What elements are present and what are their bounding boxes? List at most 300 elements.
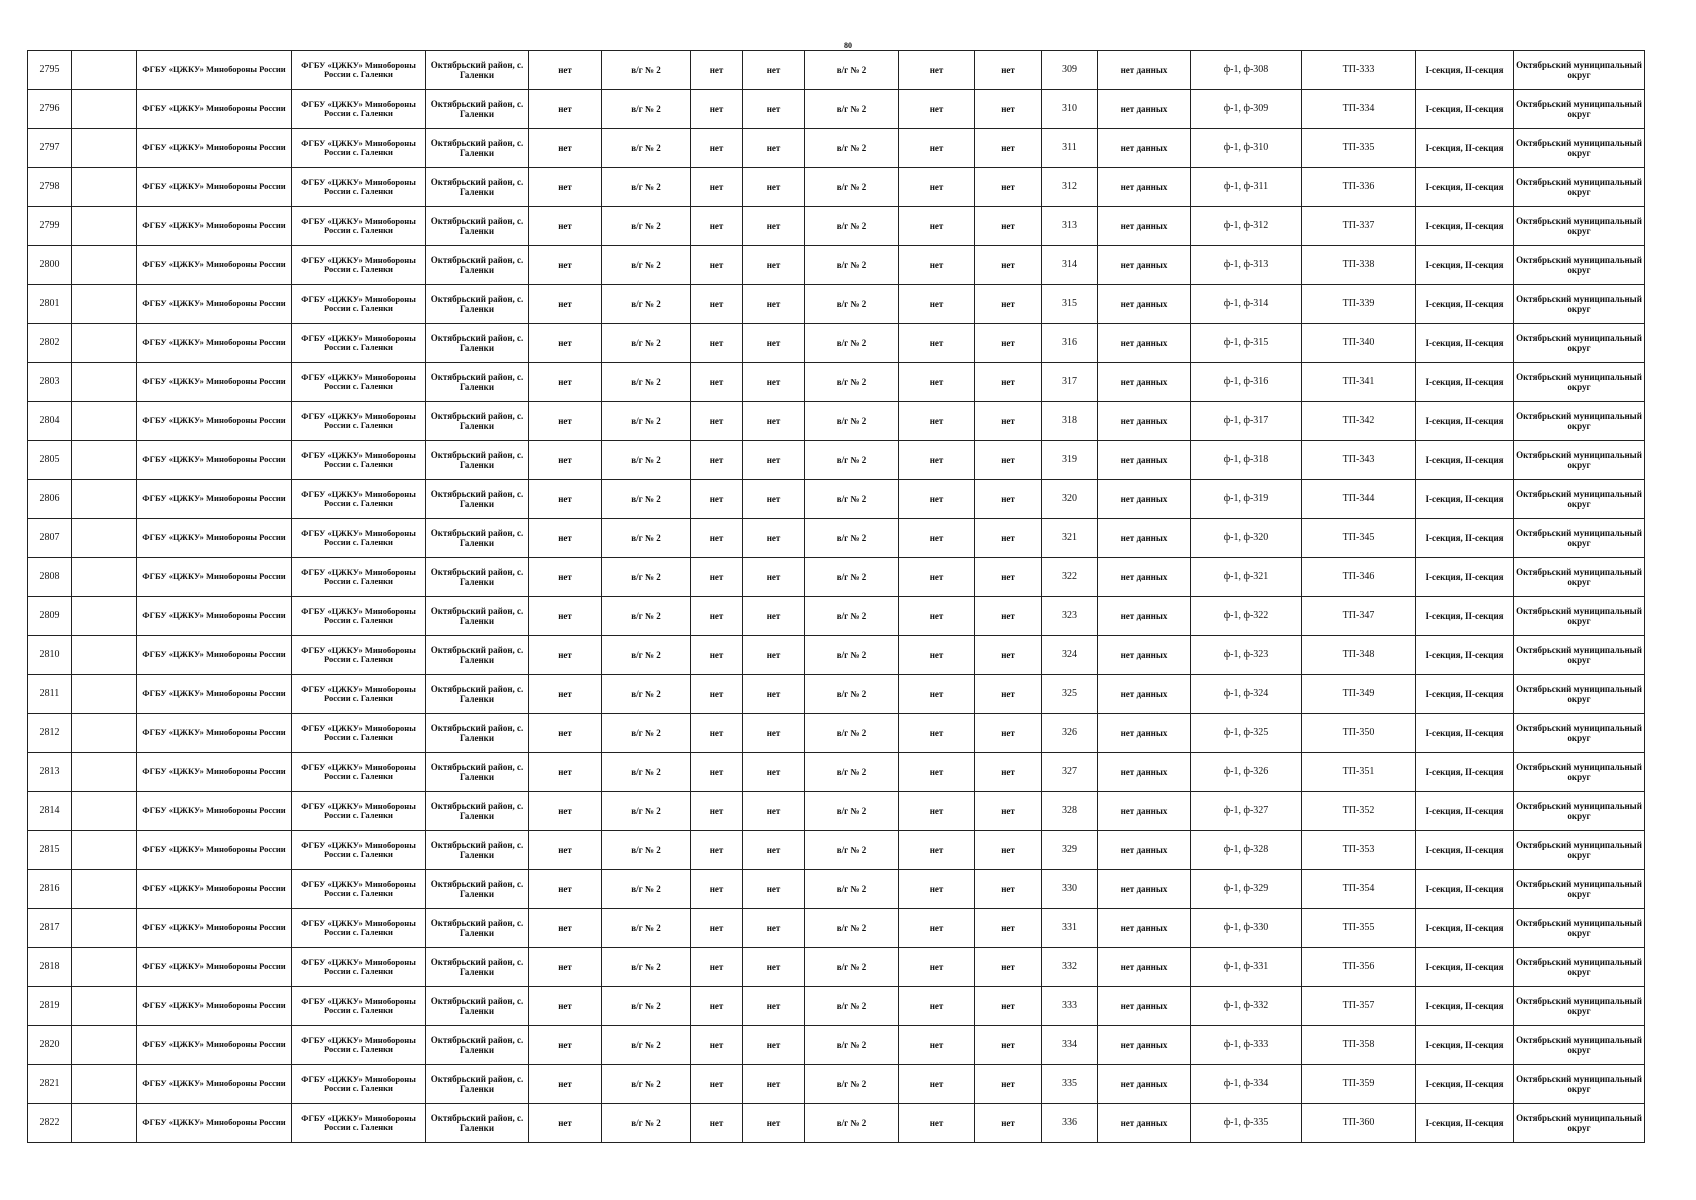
field-14-cell: ф-1, ф-334 [1191, 1065, 1302, 1104]
field-5-cell: нет [529, 792, 602, 831]
field-6-cell: в/г № 2 [602, 207, 691, 246]
field-15-cell: ТП-334 [1302, 90, 1416, 129]
field-5-cell: нет [529, 1104, 602, 1143]
field-16-cell: I-секция, II-секция [1416, 1026, 1514, 1065]
row-number-cell: 2797 [28, 129, 72, 168]
owner-cell: ФГБУ «ЦЖКУ» Минобороны России с. Галенки [292, 1104, 426, 1143]
field-16-cell: I-секция, II-секция [1416, 519, 1514, 558]
owner-cell: ФГБУ «ЦЖКУ» Минобороны России с. Галенки [292, 246, 426, 285]
field-5-cell: нет [529, 909, 602, 948]
field-13-cell: нет данных [1098, 324, 1191, 363]
field-17-cell: Октябрьский муниципальный округ [1514, 597, 1645, 636]
owner-cell: ФГБУ «ЦЖКУ» Минобороны России с. Галенки [292, 168, 426, 207]
field-16-cell: I-секция, II-секция [1416, 636, 1514, 675]
field-7-cell: нет [691, 519, 743, 558]
row-number-cell: 2820 [28, 1026, 72, 1065]
row-number-cell: 2799 [28, 207, 72, 246]
location-cell: Октябрьский район, с. Галенки [426, 480, 529, 519]
field-9-cell: в/г № 2 [805, 1104, 899, 1143]
field-7-cell: нет [691, 1065, 743, 1104]
location-cell: Октябрьский район, с. Галенки [426, 870, 529, 909]
field-13-cell: нет данных [1098, 402, 1191, 441]
organization-cell: ФГБУ «ЦЖКУ» Минобороны России [137, 441, 292, 480]
empty-cell-cell [72, 714, 137, 753]
row-number-cell: 2809 [28, 597, 72, 636]
organization-cell: ФГБУ «ЦЖКУ» Минобороны России [137, 363, 292, 402]
field-16-cell: I-секция, II-секция [1416, 129, 1514, 168]
field-15-cell: ТП-336 [1302, 168, 1416, 207]
field-12-cell: 321 [1042, 519, 1098, 558]
location-cell: Октябрьский район, с. Галенки [426, 168, 529, 207]
field-12-cell: 318 [1042, 402, 1098, 441]
table-row [28, 1065, 1645, 1104]
field-6-cell: в/г № 2 [602, 597, 691, 636]
field-12-cell: 332 [1042, 948, 1098, 987]
field-9-cell: в/г № 2 [805, 675, 899, 714]
field-9-cell: в/г № 2 [805, 441, 899, 480]
field-12-cell: 326 [1042, 714, 1098, 753]
field-9-cell: в/г № 2 [805, 51, 899, 90]
owner-cell: ФГБУ «ЦЖКУ» Минобороны России с. Галенки [292, 1065, 426, 1104]
row-number-cell: 2805 [28, 441, 72, 480]
empty-cell-cell [72, 90, 137, 129]
field-17-cell: Октябрьский муниципальный округ [1514, 285, 1645, 324]
empty-cell-cell [72, 285, 137, 324]
field-11-cell: нет [975, 168, 1042, 207]
field-12-cell: 311 [1042, 129, 1098, 168]
field-10-cell: нет [899, 1026, 975, 1065]
empty-cell-cell [72, 402, 137, 441]
organization-cell: ФГБУ «ЦЖКУ» Минобороны России [137, 90, 292, 129]
organization-cell: ФГБУ «ЦЖКУ» Минобороны России [137, 168, 292, 207]
field-5-cell: нет [529, 363, 602, 402]
empty-cell-cell [72, 246, 137, 285]
field-16-cell: I-секция, II-секция [1416, 363, 1514, 402]
table-row [28, 675, 1645, 714]
field-10-cell: нет [899, 519, 975, 558]
organization-cell: ФГБУ «ЦЖКУ» Минобороны России [137, 402, 292, 441]
field-9-cell: в/г № 2 [805, 207, 899, 246]
field-14-cell: ф-1, ф-319 [1191, 480, 1302, 519]
field-13-cell: нет данных [1098, 1065, 1191, 1104]
organization-cell: ФГБУ «ЦЖКУ» Минобороны России [137, 129, 292, 168]
field-7-cell: нет [691, 363, 743, 402]
field-7-cell: нет [691, 987, 743, 1026]
field-14-cell: ф-1, ф-332 [1191, 987, 1302, 1026]
table-row [28, 441, 1645, 480]
organization-cell: ФГБУ «ЦЖКУ» Минобороны России [137, 753, 292, 792]
field-11-cell: нет [975, 480, 1042, 519]
owner-cell: ФГБУ «ЦЖКУ» Минобороны России с. Галенки [292, 1026, 426, 1065]
location-cell: Октябрьский район, с. Галенки [426, 636, 529, 675]
field-16-cell: I-секция, II-секция [1416, 168, 1514, 207]
empty-cell-cell [72, 753, 137, 792]
field-6-cell: в/г № 2 [602, 948, 691, 987]
organization-cell: ФГБУ «ЦЖКУ» Минобороны России [137, 831, 292, 870]
field-7-cell: нет [691, 792, 743, 831]
organization-cell: ФГБУ «ЦЖКУ» Минобороны России [137, 714, 292, 753]
field-14-cell: ф-1, ф-320 [1191, 519, 1302, 558]
field-7-cell: нет [691, 870, 743, 909]
field-7-cell: нет [691, 168, 743, 207]
owner-cell: ФГБУ «ЦЖКУ» Минобороны России с. Галенки [292, 90, 426, 129]
field-5-cell: нет [529, 1065, 602, 1104]
field-7-cell: нет [691, 480, 743, 519]
field-6-cell: в/г № 2 [602, 285, 691, 324]
field-10-cell: нет [899, 207, 975, 246]
field-14-cell: ф-1, ф-312 [1191, 207, 1302, 246]
field-7-cell: нет [691, 402, 743, 441]
field-8-cell: нет [743, 792, 805, 831]
row-number-cell: 2811 [28, 675, 72, 714]
field-6-cell: в/г № 2 [602, 1026, 691, 1065]
row-number-cell: 2798 [28, 168, 72, 207]
owner-cell: ФГБУ «ЦЖКУ» Минобороны России с. Галенки [292, 831, 426, 870]
field-10-cell: нет [899, 324, 975, 363]
field-6-cell: в/г № 2 [602, 714, 691, 753]
field-14-cell: ф-1, ф-315 [1191, 324, 1302, 363]
field-11-cell: нет [975, 285, 1042, 324]
row-number-cell: 2808 [28, 558, 72, 597]
field-9-cell: в/г № 2 [805, 246, 899, 285]
location-cell: Октябрьский район, с. Галенки [426, 519, 529, 558]
field-8-cell: нет [743, 909, 805, 948]
table-row [28, 558, 1645, 597]
field-7-cell: нет [691, 714, 743, 753]
field-13-cell: нет данных [1098, 675, 1191, 714]
field-6-cell: в/г № 2 [602, 753, 691, 792]
field-10-cell: нет [899, 285, 975, 324]
field-6-cell: в/г № 2 [602, 441, 691, 480]
row-number-cell: 2818 [28, 948, 72, 987]
organization-cell: ФГБУ «ЦЖКУ» Минобороны России [137, 1104, 292, 1143]
field-10-cell: нет [899, 909, 975, 948]
empty-cell-cell [72, 441, 137, 480]
empty-cell-cell [72, 129, 137, 168]
empty-cell-cell [72, 51, 137, 90]
field-15-cell: ТП-340 [1302, 324, 1416, 363]
field-15-cell: ТП-337 [1302, 207, 1416, 246]
field-9-cell: в/г № 2 [805, 1026, 899, 1065]
field-16-cell: I-секция, II-секция [1416, 1065, 1514, 1104]
field-8-cell: нет [743, 714, 805, 753]
field-15-cell: ТП-353 [1302, 831, 1416, 870]
field-17-cell: Октябрьский муниципальный округ [1514, 246, 1645, 285]
field-12-cell: 330 [1042, 870, 1098, 909]
row-number-cell: 2814 [28, 792, 72, 831]
owner-cell: ФГБУ «ЦЖКУ» Минобороны России с. Галенки [292, 636, 426, 675]
field-7-cell: нет [691, 909, 743, 948]
field-9-cell: в/г № 2 [805, 402, 899, 441]
field-5-cell: нет [529, 51, 602, 90]
field-15-cell: ТП-339 [1302, 285, 1416, 324]
organization-cell: ФГБУ «ЦЖКУ» Минобороны России [137, 636, 292, 675]
organization-cell: ФГБУ «ЦЖКУ» Минобороны России [137, 1026, 292, 1065]
field-15-cell: ТП-335 [1302, 129, 1416, 168]
field-8-cell: нет [743, 1026, 805, 1065]
field-15-cell: ТП-333 [1302, 51, 1416, 90]
field-17-cell: Октябрьский муниципальный округ [1514, 324, 1645, 363]
empty-cell-cell [72, 363, 137, 402]
field-6-cell: в/г № 2 [602, 987, 691, 1026]
row-number-cell: 2816 [28, 870, 72, 909]
field-16-cell: I-секция, II-секция [1416, 909, 1514, 948]
field-14-cell: ф-1, ф-310 [1191, 129, 1302, 168]
field-5-cell: нет [529, 831, 602, 870]
table-row [28, 753, 1645, 792]
field-5-cell: нет [529, 480, 602, 519]
field-16-cell: I-секция, II-секция [1416, 441, 1514, 480]
empty-cell-cell [72, 480, 137, 519]
field-12-cell: 309 [1042, 51, 1098, 90]
field-16-cell: I-секция, II-секция [1416, 480, 1514, 519]
field-13-cell: нет данных [1098, 558, 1191, 597]
field-11-cell: нет [975, 948, 1042, 987]
owner-cell: ФГБУ «ЦЖКУ» Минобороны России с. Галенки [292, 714, 426, 753]
field-17-cell: Октябрьский муниципальный округ [1514, 51, 1645, 90]
field-16-cell: I-секция, II-секция [1416, 402, 1514, 441]
field-15-cell: ТП-341 [1302, 363, 1416, 402]
field-17-cell: Октябрьский муниципальный округ [1514, 1065, 1645, 1104]
owner-cell: ФГБУ «ЦЖКУ» Минобороны России с. Галенки [292, 207, 426, 246]
field-8-cell: нет [743, 948, 805, 987]
location-cell: Октябрьский район, с. Галенки [426, 363, 529, 402]
field-16-cell: I-секция, II-секция [1416, 870, 1514, 909]
field-6-cell: в/г № 2 [602, 636, 691, 675]
empty-cell-cell [72, 1065, 137, 1104]
field-5-cell: нет [529, 636, 602, 675]
location-cell: Октябрьский район, с. Галенки [426, 987, 529, 1026]
field-6-cell: в/г № 2 [602, 909, 691, 948]
row-number-cell: 2817 [28, 909, 72, 948]
field-12-cell: 329 [1042, 831, 1098, 870]
owner-cell: ФГБУ «ЦЖКУ» Минобороны России с. Галенки [292, 519, 426, 558]
field-9-cell: в/г № 2 [805, 324, 899, 363]
field-12-cell: 322 [1042, 558, 1098, 597]
field-16-cell: I-секция, II-секция [1416, 324, 1514, 363]
field-7-cell: нет [691, 1104, 743, 1143]
field-8-cell: нет [743, 1065, 805, 1104]
row-number-cell: 2822 [28, 1104, 72, 1143]
field-7-cell: нет [691, 129, 743, 168]
field-9-cell: в/г № 2 [805, 363, 899, 402]
table-row [28, 51, 1645, 90]
organization-cell: ФГБУ «ЦЖКУ» Минобороны России [137, 597, 292, 636]
field-7-cell: нет [691, 51, 743, 90]
field-17-cell: Октябрьский муниципальный округ [1514, 480, 1645, 519]
table-row [28, 207, 1645, 246]
location-cell: Октябрьский район, с. Галенки [426, 90, 529, 129]
field-6-cell: в/г № 2 [602, 51, 691, 90]
field-7-cell: нет [691, 207, 743, 246]
table-row [28, 246, 1645, 285]
field-6-cell: в/г № 2 [602, 870, 691, 909]
field-12-cell: 327 [1042, 753, 1098, 792]
field-15-cell: ТП-355 [1302, 909, 1416, 948]
field-11-cell: нет [975, 792, 1042, 831]
field-16-cell: I-секция, II-секция [1416, 246, 1514, 285]
field-9-cell: в/г № 2 [805, 831, 899, 870]
field-14-cell: ф-1, ф-330 [1191, 909, 1302, 948]
field-15-cell: ТП-347 [1302, 597, 1416, 636]
field-10-cell: нет [899, 480, 975, 519]
location-cell: Октябрьский район, с. Галенки [426, 558, 529, 597]
field-17-cell: Октябрьский муниципальный округ [1514, 519, 1645, 558]
field-6-cell: в/г № 2 [602, 519, 691, 558]
row-number-cell: 2813 [28, 753, 72, 792]
table-row [28, 285, 1645, 324]
empty-cell-cell [72, 597, 137, 636]
field-7-cell: нет [691, 831, 743, 870]
field-9-cell: в/г № 2 [805, 90, 899, 129]
owner-cell: ФГБУ «ЦЖКУ» Минобороны России с. Галенки [292, 324, 426, 363]
field-14-cell: ф-1, ф-318 [1191, 441, 1302, 480]
field-11-cell: нет [975, 870, 1042, 909]
page-number: 80 [844, 41, 852, 50]
organization-cell: ФГБУ «ЦЖКУ» Минобороны России [137, 558, 292, 597]
field-5-cell: нет [529, 168, 602, 207]
field-5-cell: нет [529, 870, 602, 909]
field-7-cell: нет [691, 1026, 743, 1065]
table-row [28, 636, 1645, 675]
field-10-cell: нет [899, 90, 975, 129]
field-9-cell: в/г № 2 [805, 909, 899, 948]
field-12-cell: 319 [1042, 441, 1098, 480]
field-17-cell: Октябрьский муниципальный округ [1514, 636, 1645, 675]
field-12-cell: 312 [1042, 168, 1098, 207]
field-15-cell: ТП-350 [1302, 714, 1416, 753]
location-cell: Октябрьский район, с. Галенки [426, 285, 529, 324]
field-5-cell: нет [529, 207, 602, 246]
field-17-cell: Октябрьский муниципальный округ [1514, 987, 1645, 1026]
location-cell: Октябрьский район, с. Галенки [426, 402, 529, 441]
organization-cell: ФГБУ «ЦЖКУ» Минобороны России [137, 909, 292, 948]
field-16-cell: I-секция, II-секция [1416, 90, 1514, 129]
field-14-cell: ф-1, ф-333 [1191, 1026, 1302, 1065]
field-6-cell: в/г № 2 [602, 246, 691, 285]
field-11-cell: нет [975, 909, 1042, 948]
field-14-cell: ф-1, ф-321 [1191, 558, 1302, 597]
field-17-cell: Октябрьский муниципальный округ [1514, 363, 1645, 402]
field-9-cell: в/г № 2 [805, 519, 899, 558]
field-16-cell: I-секция, II-секция [1416, 831, 1514, 870]
field-17-cell: Октябрьский муниципальный округ [1514, 753, 1645, 792]
field-12-cell: 316 [1042, 324, 1098, 363]
field-9-cell: в/г № 2 [805, 597, 899, 636]
field-15-cell: ТП-342 [1302, 402, 1416, 441]
location-cell: Октябрьский район, с. Галенки [426, 207, 529, 246]
owner-cell: ФГБУ «ЦЖКУ» Минобороны России с. Галенки [292, 909, 426, 948]
row-number-cell: 2796 [28, 90, 72, 129]
organization-cell: ФГБУ «ЦЖКУ» Минобороны России [137, 324, 292, 363]
field-13-cell: нет данных [1098, 597, 1191, 636]
field-8-cell: нет [743, 207, 805, 246]
owner-cell: ФГБУ «ЦЖКУ» Минобороны России с. Галенки [292, 51, 426, 90]
location-cell: Октябрьский район, с. Галенки [426, 1026, 529, 1065]
field-17-cell: Октябрьский муниципальный округ [1514, 831, 1645, 870]
table-row [28, 792, 1645, 831]
table-row [28, 948, 1645, 987]
field-13-cell: нет данных [1098, 987, 1191, 1026]
field-14-cell: ф-1, ф-311 [1191, 168, 1302, 207]
field-14-cell: ф-1, ф-327 [1191, 792, 1302, 831]
field-8-cell: нет [743, 480, 805, 519]
field-12-cell: 320 [1042, 480, 1098, 519]
field-6-cell: в/г № 2 [602, 558, 691, 597]
field-14-cell: ф-1, ф-328 [1191, 831, 1302, 870]
field-13-cell: нет данных [1098, 909, 1191, 948]
empty-cell-cell [72, 870, 137, 909]
field-12-cell: 331 [1042, 909, 1098, 948]
field-13-cell: нет данных [1098, 636, 1191, 675]
field-17-cell: Октябрьский муниципальный округ [1514, 558, 1645, 597]
empty-cell-cell [72, 675, 137, 714]
owner-cell: ФГБУ «ЦЖКУ» Минобороны России с. Галенки [292, 129, 426, 168]
row-number-cell: 2807 [28, 519, 72, 558]
field-17-cell: Октябрьский муниципальный округ [1514, 207, 1645, 246]
field-12-cell: 334 [1042, 1026, 1098, 1065]
field-8-cell: нет [743, 402, 805, 441]
owner-cell: ФГБУ «ЦЖКУ» Минобороны России с. Галенки [292, 480, 426, 519]
field-10-cell: нет [899, 363, 975, 402]
field-7-cell: нет [691, 558, 743, 597]
field-17-cell: Октябрьский муниципальный округ [1514, 1026, 1645, 1065]
field-16-cell: I-секция, II-секция [1416, 753, 1514, 792]
empty-cell-cell [72, 909, 137, 948]
table-row [28, 402, 1645, 441]
field-8-cell: нет [743, 168, 805, 207]
field-6-cell: в/г № 2 [602, 792, 691, 831]
field-8-cell: нет [743, 831, 805, 870]
field-5-cell: нет [529, 441, 602, 480]
field-13-cell: нет данных [1098, 441, 1191, 480]
row-number-cell: 2812 [28, 714, 72, 753]
owner-cell: ФГБУ «ЦЖКУ» Минобороны России с. Галенки [292, 792, 426, 831]
field-14-cell: ф-1, ф-316 [1191, 363, 1302, 402]
field-9-cell: в/г № 2 [805, 636, 899, 675]
field-11-cell: нет [975, 129, 1042, 168]
field-17-cell: Октябрьский муниципальный округ [1514, 675, 1645, 714]
field-12-cell: 315 [1042, 285, 1098, 324]
field-8-cell: нет [743, 597, 805, 636]
owner-cell: ФГБУ «ЦЖКУ» Минобороны России с. Галенки [292, 675, 426, 714]
table-row [28, 987, 1645, 1026]
organization-cell: ФГБУ «ЦЖКУ» Минобороны России [137, 285, 292, 324]
field-9-cell: в/г № 2 [805, 480, 899, 519]
table-row [28, 480, 1645, 519]
field-11-cell: нет [975, 753, 1042, 792]
field-8-cell: нет [743, 987, 805, 1026]
empty-cell-cell [72, 1104, 137, 1143]
organization-cell: ФГБУ «ЦЖКУ» Минобороны России [137, 675, 292, 714]
field-15-cell: ТП-345 [1302, 519, 1416, 558]
field-11-cell: нет [975, 1104, 1042, 1143]
field-12-cell: 328 [1042, 792, 1098, 831]
empty-cell-cell [72, 948, 137, 987]
field-14-cell: ф-1, ф-322 [1191, 597, 1302, 636]
field-11-cell: нет [975, 402, 1042, 441]
field-7-cell: нет [691, 285, 743, 324]
field-12-cell: 314 [1042, 246, 1098, 285]
field-10-cell: нет [899, 129, 975, 168]
field-14-cell: ф-1, ф-314 [1191, 285, 1302, 324]
field-10-cell: нет [899, 636, 975, 675]
table-row [28, 324, 1645, 363]
field-10-cell: нет [899, 753, 975, 792]
field-15-cell: ТП-344 [1302, 480, 1416, 519]
field-10-cell: нет [899, 870, 975, 909]
table-row [28, 90, 1645, 129]
